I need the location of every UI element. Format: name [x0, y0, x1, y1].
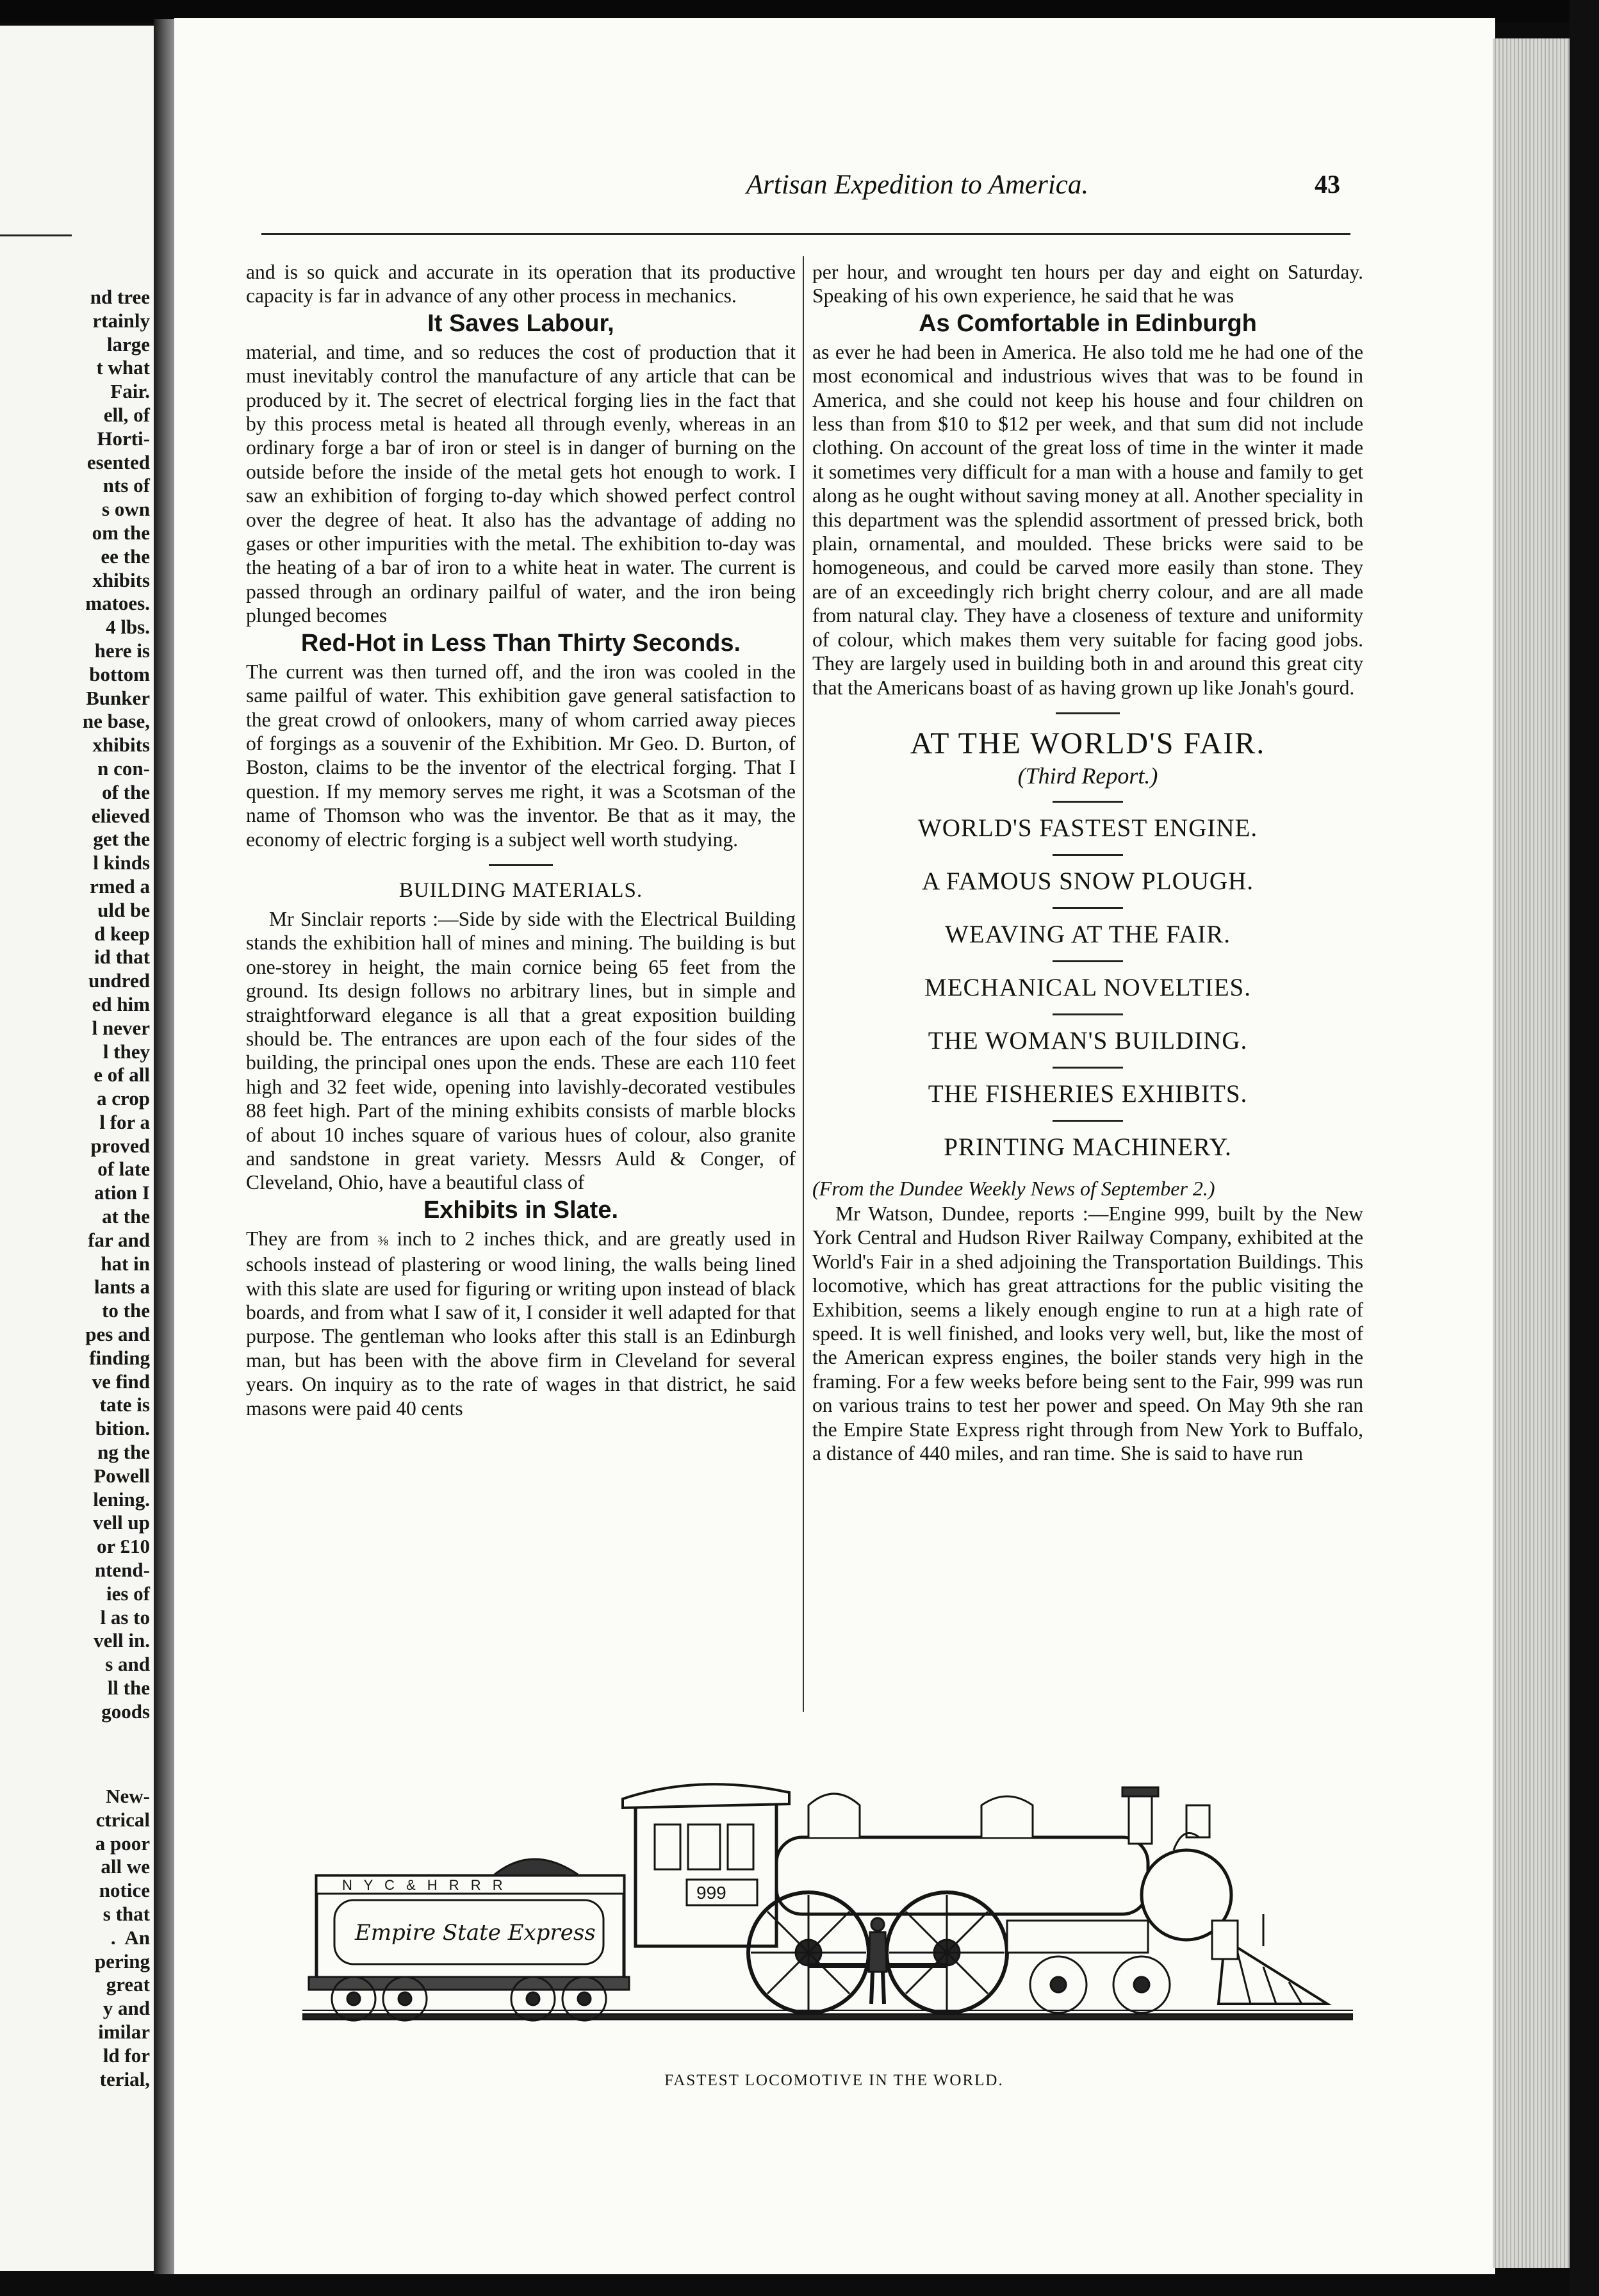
- fair-topic: WORLD'S FASTEST ENGINE.: [917, 814, 1258, 842]
- source-note: (From the Dundee Weekly News of September 2.): [812, 1176, 1215, 1200]
- worlds-fair-rule: [1056, 712, 1120, 714]
- edinburgh-paragraph: as ever he had been in America. He also told me he had one of the most economical and industrious wives that was to be found in America, and she could not keep his house and four children on less than from $10 to $12 per week, and that sum did not include clothing. On account of the great loss of time in the winter it made it sometimes very difficult for a man with a house and family to get along as he ought without saving money at all. Another speciality in this department was the splendid assortment of pressed brick, both plain, ornamental, and moulded. These bricks were said to be homogeneous, and could be carved more easily than stone. They are of an exceedingly rich bright cherry colour, and are all made from natural clay. They have a closeness of texture and uniformity of colour, which makes them very suitable for facing good jobs. They are largely used in building both in and around this great city that the Americans boast of as having grown up like Jonah's gourd.: [812, 340, 1363, 699]
- right-opening-paragraph: per hour, and wrought ten hours per day and eight on Saturday. Speaking of his own experience, he said that he was: [812, 261, 1363, 308]
- fair-topic-list: [812, 814, 1363, 1162]
- topic-rule: [1053, 907, 1123, 909]
- column-divider: [803, 256, 804, 1712]
- topic-rule: [1053, 1013, 1123, 1015]
- section-heading-building-materials: BUILDING MATERIALS.: [398, 878, 643, 902]
- leading-wheels: [1007, 1921, 1170, 2013]
- locomotive-illustration: [302, 1728, 1353, 2036]
- page-number: 43: [1315, 170, 1340, 199]
- page-edges: [1493, 38, 1570, 2268]
- slate-text-rest: inch to 2 inches thick, and are greatly used in schools instead of plastering or wood lining, the walls being lined with this slate are used for figuring or writing upon instead of black boards, and from what I saw of it, I consider it well adapted for that purpose. The gentleman who looks after this stall is an Edinburgh man, but has been with the above firm in Cleveland for several years. On inquiry as to the rate of wages in that district, he said masons were paid 40 cents: [246, 1227, 796, 1420]
- fair-topic: WEAVING AT THE FAIR.: [944, 920, 1231, 948]
- topic-rule: [1053, 960, 1123, 962]
- man-figure: [869, 1918, 887, 2004]
- left-opening-paragraph: and is so quick and accurate in its operation that its productive capacity is far in advance of any other process in mechanics.: [246, 261, 796, 308]
- section-rule: [489, 864, 553, 866]
- cab-number: 999: [696, 1883, 726, 1903]
- fair-topic: THE FISHERIES EXHIBITS.: [928, 1079, 1248, 1108]
- right-column: [812, 260, 1363, 1465]
- cow-catcher: [1212, 1914, 1327, 2004]
- electrical-forging-paragraph: material, and time, and so reduces the cost of production that it must inevitably control the manufacture of any article that can be produced by it. The secret of electrical forging lies in the fact that by this process metal is heated all through evenly, whereas in an ordinary forge a bar of iron or steel is in danger of burning on the outside before the inside of the metal gets hot enough to work. I saw an exhibition of forging to-day which showed perfect control over the degree of heat. It also has the advantage of adding no gases or other impurities with the metal. The exhibition to-day was the heating of a bar of iron to a white heat in water. The current is passed through an ordinary pailful of water, and the iron being plunged becomes: [246, 340, 796, 627]
- engine-999-paragraph: Mr Watson, Dundee, reports :—Engine 999, built by the New York Central and Hudson River Railway Company, exhibited at the World's Fair in a shed adjoining the Transportation Buildings. This locomotive, which has great attractions for the public visiting the Exhibition, seems a likely enough engine to run at a high rate of speed. It is well finished, and looks very well, but, like the most of the American express engines, the boiler stands very high in the framing. For a few weeks before being sent to the Fair, 999 was run on various trains to test her power and speed. On May 9th she ran the Empire State Express right through from New York to Buffalo, a distance of 440 miles, and ran time. She is said to have run: [812, 1202, 1363, 1464]
- topic-rule: [1053, 854, 1123, 856]
- mines-building-paragraph: Mr Sinclair reports :—Side by side with the Electrical Building stands the exhibition hall of mines and mining. The building is but one-storey in height, the main cornice being 65 feet from the ground. Its design follows no arbitrary lines, but in simple and straightforward elegance is all that a great exposition building should be. The entrances are upon each of the four sides of the building, the principal ones upon the ends. These are each 110 feet high and 32 feet wide, opening into lavishly-decorated vestibules 88 feet high. Part of the mining exhibits consists of marble blocks of about 10 inches square of various hues of colour, also granite and sandstone in great variety. Messrs Auld & Conger, of Cleveland, Ohio, have a beautiful class of: [246, 907, 796, 1194]
- slate-text-start: They are from: [246, 1227, 378, 1250]
- subheading-it-saves-labour: It Saves Labour,: [427, 309, 614, 337]
- forging-exhibition-paragraph: The current was then turned off, and the iron was cooled in the same pailful of water. This exhibition gave general satisfaction to the great crowd of onlookers, many of whom carried away pieces of forgings as a souvenir of the Exhibition. Mr Geo. D. Burton, of Boston, claims to be the inventor of the electrical forging. That I question. If my memory serves me right, it was a Scotsman of the name of Thomson who was the inventor. Be that as it may, the economy of electric forging is a subject well worth studying.: [246, 660, 796, 851]
- subheading-red-hot: Red-Hot in Less Than Thirty Seconds.: [300, 629, 741, 657]
- worlds-fair-heading: AT THE WORLD'S FAIR.: [910, 726, 1266, 760]
- book-gutter: [154, 19, 176, 2274]
- previous-page-rule: [0, 234, 72, 236]
- rail-track: [302, 2014, 1353, 2019]
- fair-topic: A FAMOUS SNOW PLOUGH.: [922, 867, 1254, 895]
- topic-rule: [1053, 801, 1123, 803]
- tender-script: Empire State Express: [355, 1920, 596, 1946]
- topic-rule: [1053, 1067, 1123, 1069]
- fair-topic: THE WOMAN'S BUILDING.: [928, 1026, 1248, 1054]
- left-column: [246, 260, 796, 1420]
- fair-topic: MECHANICAL NOVELTIES.: [924, 973, 1251, 1001]
- previous-page-text-top: nd tree rtainly large t what Fair. ell, of Horti- esented nts of s own om the ee the xhibits matoes. 4 lbs. here is bottom Bunker ne base, xhibits n con- of the elieved get the l kinds rmed a uld be d keep id that undred ed him l never l they e of all a crop l for a proved of late ation I at the far and hat in lants a to the pes and finding ve find tate is bition. ng the Powell lening. vell up or £10 ntend- ies of l as to vell in. s and ll the goods: [82, 286, 150, 1723]
- running-head: Artisan Expedition to America.: [746, 170, 1089, 200]
- slate-fraction: ⅜: [377, 1232, 388, 1249]
- third-report-note: (Third Report.): [1017, 762, 1158, 789]
- topic-rule: [1053, 1120, 1123, 1122]
- scan-right-border: [1570, 0, 1599, 2296]
- illustration-caption: FASTEST LOCOMOTIVE IN THE WORLD.: [664, 2072, 1004, 2089]
- slate-paragraph: [246, 1227, 796, 1420]
- previous-page-text-bottom: New- ctrical a poor all we notice s that . An pering great y and imilar ld for terial,: [94, 1785, 150, 2090]
- previous-page-fragment: [0, 26, 158, 2271]
- header-rule: [261, 233, 1350, 235]
- page-43: [174, 18, 1495, 2274]
- fair-topic: PRINTING MACHINERY.: [944, 1133, 1232, 1161]
- engine-cab: [623, 1784, 789, 1946]
- tender-lettering: N Y C & H R R R: [342, 1877, 507, 1893]
- subheading-comfortable-edinburgh: As Comfortable in Edinburgh: [919, 309, 1257, 337]
- subheading-exhibits-in-slate: Exhibits in Slate.: [423, 1196, 619, 1224]
